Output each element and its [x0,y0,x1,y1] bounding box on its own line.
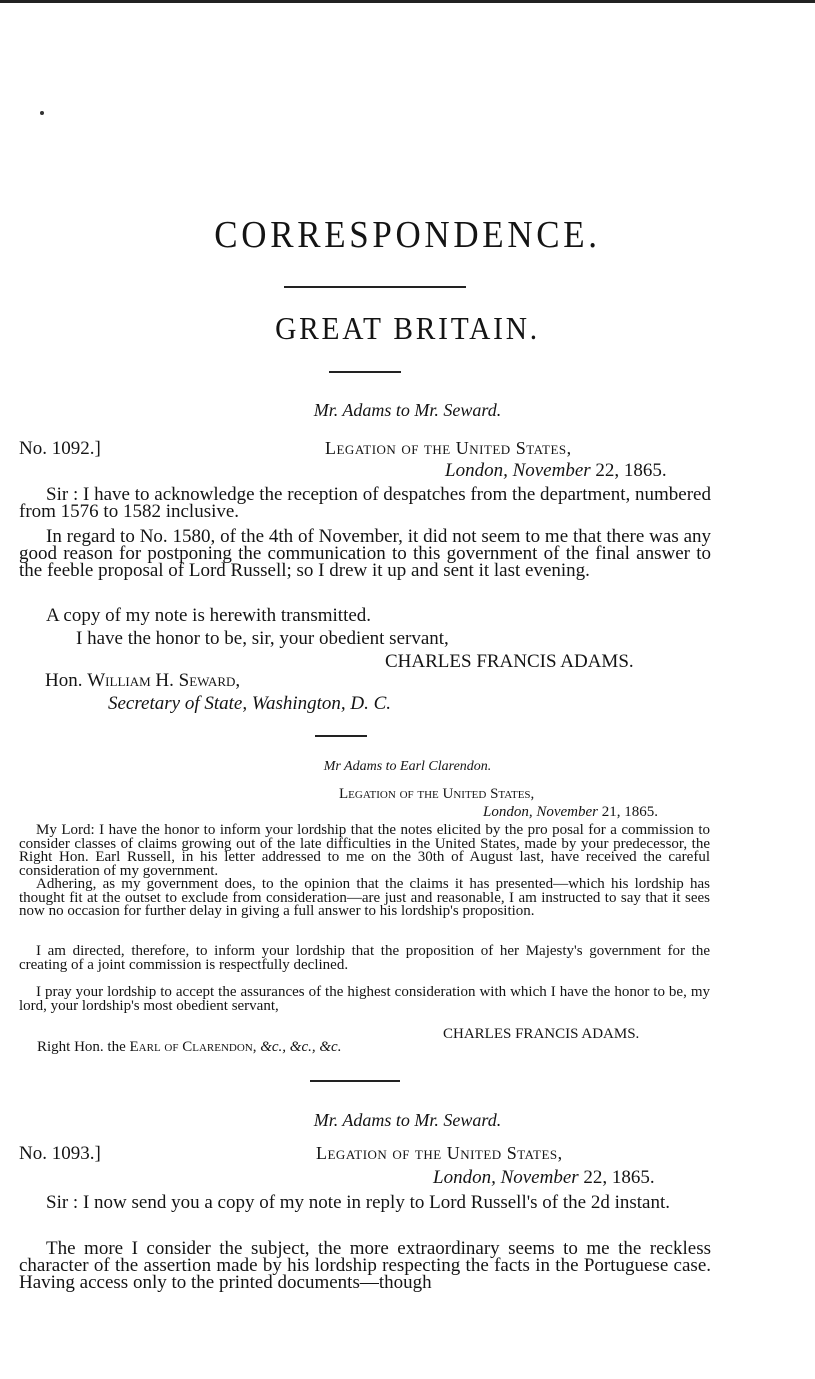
section-title: GREAT BRITAIN. [275,310,540,346]
letter-3-paragraph-1: Sir : I now send you a copy of my note in reply to Lord Russell's of the 2d instant. [46,1192,671,1213]
letter-3-number: No. 1093.] [19,1143,101,1164]
section-divider [329,371,401,373]
letter-1-closing: I have the honor to be, sir, your obedient servant, [76,628,449,649]
letter-2-addressee-name: Earl of Clarendon, [129,1039,257,1055]
letter-1-date-rest: 22, 1865. [595,460,667,481]
letter-2-heading: Mr Adams to Earl Clarendon. [323,759,492,774]
letter-2-addressee-prefix: Right Hon. the [37,1039,126,1055]
letter-3-date-rest: 22, 1865. [583,1167,655,1188]
letter-1-divider [315,735,367,737]
letter-2-date-place: London, November [483,804,598,820]
letter-1-addressee-title: Secretary of State, Washington, D. C. [108,693,392,714]
letter-3-legation: Legation of the United States, [316,1143,563,1163]
letter-1-addressee-prefix: Hon. [45,670,83,691]
letter-1-paragraph-2: In regard to No. 1580, of the 4th of November, it did not seem to me that there was any good reason for postponing the communication to this government of the final answer to the feeble proposal of Lord Russell; so I drew it up and sent it last evening. [19,526,711,581]
letter-1-legation: Legation of the United States, [325,438,572,458]
title-divider [284,286,466,288]
letter-2-date-rest: 21, 1865. [601,804,658,820]
ink-speck [40,111,44,115]
letter-2-divider [310,1080,400,1082]
letter-2-legation: Legation of the United States, [339,786,535,802]
letter-2-addressee [37,1039,341,1056]
letter-2-signature: CHARLES FRANCIS ADAMS. [443,1026,640,1042]
page-title: CORRESPONDENCE. [214,214,601,256]
letter-1-number: No. 1092.] [19,438,101,459]
letter-3-date [433,1167,655,1189]
letter-1-signature: CHARLES FRANCIS ADAMS. [385,651,634,672]
letter-2-paragraph-1: My Lord: I have the honor to inform your lordship that the notes elicited by the pro posal for a commission to consider classes of claims growing out of the late difficulties in the United States, made by your predecessor, the Right Hon. Earl Russell, in his letter addressed to me on the 30th of August last, have received the careful consideration of my government. [19,822,710,879]
letter-2-paragraph-3: I am directed, therefore, to inform your lordship that the proposition of her Majesty's government for the creating of a joint commission is respectfully declined. [19,943,710,973]
letter-1-addressee-name: William H. Seward, [87,670,241,691]
letter-3-paragraph-2: The more I consider the subject, the more extraordinary seems to me the reckless character of the assertion made by his lordship respecting the facts in the Portuguese case. Having access only to the printed documents—though [19,1238,711,1293]
letter-2-paragraph-4: I pray your lordship to accept the assurances of the highest consideration with which I have the honor to be, my lord, your lordship's most obedient servant, [19,984,710,1014]
letter-1-paragraph-3: A copy of my note is herewith transmitted. [46,605,372,626]
top-border-rule [0,0,815,3]
letter-1-addressee [45,670,240,692]
letter-1-paragraph-1: Sir : I have to acknowledge the reception of despatches from the department, numbered from 1576 to 1582 inclusive. [19,484,711,522]
letter-2-addressee-suffix: &c., &c., &c. [260,1039,342,1055]
letter-3-heading: Mr. Adams to Mr. Seward. [313,1110,502,1130]
letter-1-date-place: London, November [445,460,591,481]
letter-2-date [483,804,658,821]
letter-1-heading: Mr. Adams to Mr. Seward. [313,400,502,420]
letter-3-date-place: London, November [433,1167,579,1188]
letter-2-paragraph-2: Adhering, as my government does, to the opinion that the claims it has presented—which his lordship has thought fit at the outset to exclude from consideration—are just and reasonable, I am instructed to say that it sees now no occasion for further delay in giving a full answer to his lordship's proposition. [19,876,710,919]
letter-1-date [445,460,667,482]
